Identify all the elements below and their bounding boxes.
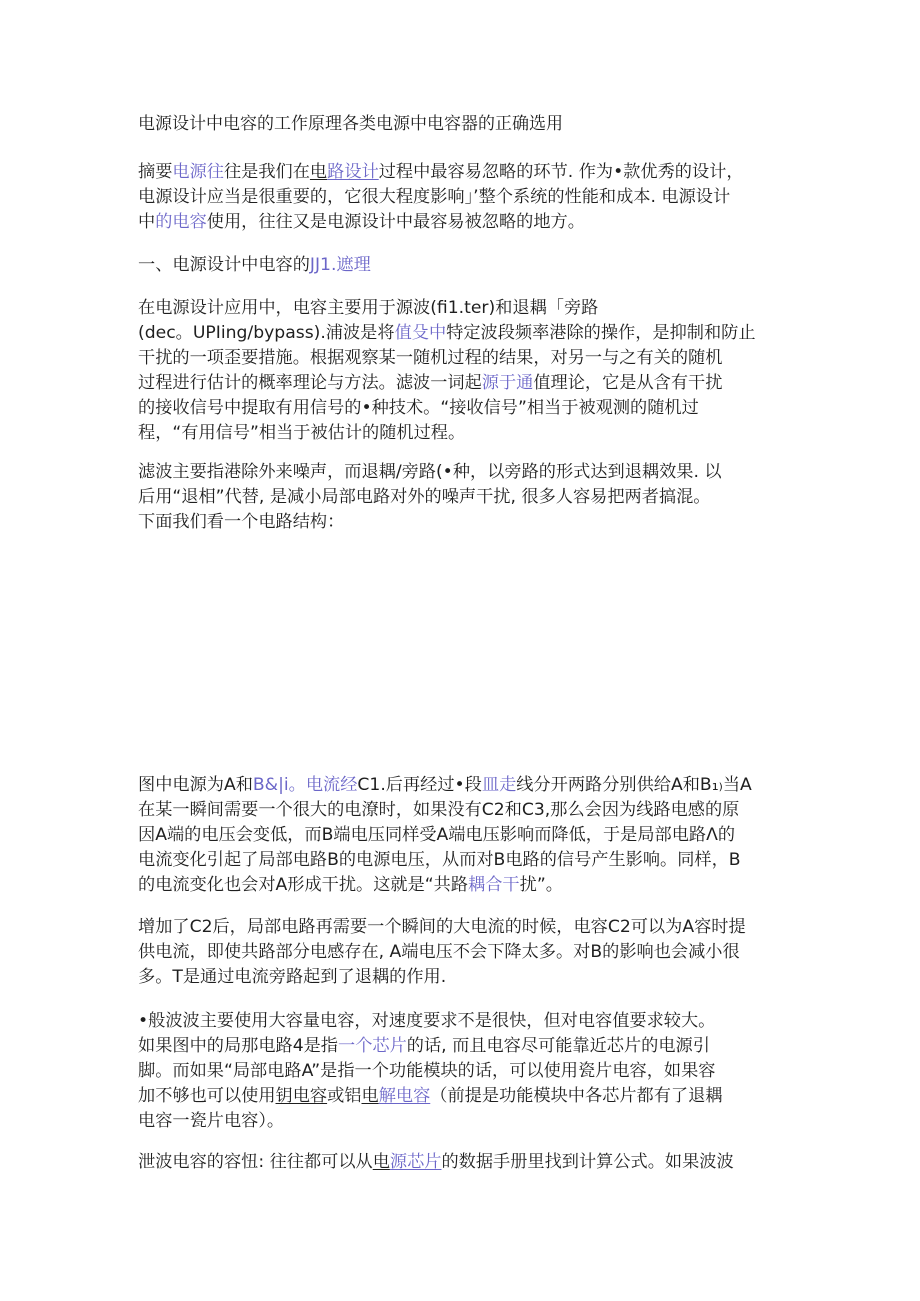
- inline-link[interactable]: 值殳中: [394, 323, 447, 343]
- paragraph-figure-explanation: [138, 773, 788, 898]
- text-run: 图中电源为A和: [138, 775, 253, 795]
- text-run: 因A端的电压会变低，而B端电压同样受A端电压影响而降低，于是局部电路Λ的: [138, 825, 736, 845]
- text-line: [138, 1150, 788, 1175]
- text-run: 供电流，即使共路部分电感存在, A端电压不会下降太多。对B的影响也会减小很: [138, 942, 740, 962]
- paragraph-abstract: [138, 160, 788, 235]
- text-run: 过程进行估计的概率理论与方法。滤波一词起: [138, 373, 482, 393]
- text-line: [138, 798, 788, 823]
- text-run: 干扰的一项歪要措施。根据观察某一随机过程的结果，对另一与之有关的随机: [138, 348, 723, 368]
- text-line: [138, 1034, 788, 1059]
- text-run: 脚。而如果“局部电路A”是指一个功能模块的话，可以使用瓷片电容，如果容: [138, 1061, 716, 1081]
- text-run: 增加了C2后，局部电路再需要一个瞬间的大电流的时候，电容C2可以为A容时提: [138, 917, 746, 937]
- text-line: [138, 1109, 788, 1134]
- text-run: 电容一瓷片电容）。: [138, 1111, 285, 1131]
- text-line: [138, 848, 788, 873]
- text-run: 多。T是通过电流旁路起到了退耦的作用.: [138, 967, 447, 987]
- inline-link[interactable]: 路设计: [327, 162, 379, 182]
- inline-link[interactable]: 源于通: [481, 373, 534, 393]
- text-run: 在某一瞬间需要一个很大的电潦时，如果没有C2和C3,那么会因为线路电感的原: [138, 800, 740, 820]
- text-run: 滤波主要指港除外来噪声，而退耦/旁路(•种，以旁路的形式达到退耦效果. 以: [138, 462, 722, 482]
- paragraph-c2-added: [138, 915, 788, 990]
- text-run: 电: [361, 1086, 379, 1106]
- text-line: [138, 321, 788, 346]
- text-line: [138, 1059, 788, 1084]
- text-run: 线分开两路分别供给A和B₁₎当A: [516, 775, 752, 795]
- paragraph-filter-capacitors: [138, 1009, 788, 1134]
- text-line: [138, 210, 788, 235]
- text-run: （前提是功能模块中各芯片都有了退耦: [430, 1086, 723, 1106]
- text-run: 摘要: [138, 162, 173, 182]
- inline-link[interactable]: 耦合干: [468, 875, 520, 895]
- text-run: 的数据手册里找到计算公式。如果波波: [441, 1152, 734, 1172]
- text-run: 值理论，它是从含有干扰: [533, 373, 723, 393]
- text-run: 泄波电容的容忸: 往往都可以从: [138, 1152, 373, 1172]
- text-run: 特定波段频率港除的操作，是抑制和防止: [446, 323, 756, 343]
- inline-link[interactable]: 的电容: [155, 212, 207, 232]
- text-run: 使用，往往又是电源设计中最容易被忽略的地方。: [206, 212, 585, 232]
- text-run: 在电源设计应用中，电容主要用于源波(fi1.ter)和退耦「旁路: [138, 298, 599, 318]
- text-run: 电: [309, 162, 328, 182]
- document-title: 电源设计中电容的工作原理各类电源中电容器的正确选用: [138, 114, 563, 134]
- text-run: C1.后再经过•段: [357, 775, 482, 795]
- text-run: 往是我们在: [223, 162, 310, 182]
- inline-link[interactable]: 皿走: [481, 775, 517, 795]
- text-line: [138, 396, 788, 421]
- text-run: 扰”。: [519, 875, 563, 895]
- text-line: [138, 1084, 788, 1109]
- paragraph-filter-bypass: [138, 296, 788, 446]
- text-run: 的话, 而且电容尽可能靠近芯片的电源引: [406, 1036, 710, 1056]
- inline-link[interactable]: 一个芯片: [338, 1036, 407, 1056]
- text-run: (dec。UPIing/bypass).浦波是将: [138, 323, 395, 343]
- text-line: [138, 346, 788, 371]
- text-line: [138, 421, 788, 446]
- text-run: 的接收信号中提取有用信号的•种技术。“接收信号”相当于被观测的随机过: [138, 398, 699, 418]
- text-run: 加不够也可以使用: [138, 1086, 276, 1106]
- text-line: [138, 823, 788, 848]
- text-run: 程，“有用信号”相当于被估计的随机过程。: [138, 423, 466, 443]
- text-line: [138, 185, 788, 210]
- text-line: [138, 485, 788, 510]
- text-run: 钥电容: [275, 1086, 328, 1106]
- text-run: 如果图中的局那电路4是指: [138, 1036, 338, 1056]
- inline-link[interactable]: 源芯片: [389, 1152, 442, 1172]
- text-line: [138, 965, 788, 990]
- text-line: [138, 940, 788, 965]
- text-line: [138, 510, 788, 535]
- text-run: 中: [138, 212, 156, 232]
- section-heading: [138, 253, 788, 278]
- text-line: [138, 915, 788, 940]
- text-run: 的电流变化也会对A形成干扰。这就是“共路: [138, 875, 469, 895]
- text-run: 下面我们看一个电路结构：: [138, 512, 345, 532]
- text-line: [138, 1009, 788, 1034]
- text-line: [138, 371, 788, 396]
- text-line: [138, 873, 788, 898]
- text-run: 过程中最容易忽略的环节. 作为•款优秀的设计，: [378, 162, 744, 182]
- inline-link[interactable]: 解电容: [378, 1086, 431, 1106]
- text-line: [138, 253, 788, 278]
- circuit-figure-placeholder: [138, 545, 788, 770]
- text-run: 一、电源设计中电容的: [138, 255, 310, 275]
- text-run: 后用“退相”代替, 是减小局部电路对外的噪声干扰, 很多人容易把两者搞混。: [138, 487, 711, 507]
- inline-link[interactable]: 电源往: [172, 162, 224, 182]
- text-line: [138, 296, 788, 321]
- text-run: 电流变化引起了局部电路B的电源电压，从而对B电路的信号产生影响。同样，B: [138, 850, 741, 870]
- inline-link[interactable]: JJ1.遮理: [309, 255, 371, 275]
- text-line: [138, 773, 788, 798]
- text-run: 电源设计应当是很重要的，它很大程度影响」’整个系统的性能和成本. 电源设计: [138, 187, 731, 207]
- text-line: [138, 160, 788, 185]
- text-line: [138, 460, 788, 485]
- inline-link[interactable]: B&|i。电流经: [252, 775, 358, 795]
- text-run: 或铝: [327, 1086, 362, 1106]
- paragraph-capacitance-calc: [138, 1150, 788, 1175]
- text-run: 电: [372, 1152, 390, 1172]
- paragraph-decoupling: [138, 460, 788, 535]
- text-run: •般波波主要使用大容量电容，对速度要求不是很快，但对电容值要求较大。: [138, 1011, 716, 1031]
